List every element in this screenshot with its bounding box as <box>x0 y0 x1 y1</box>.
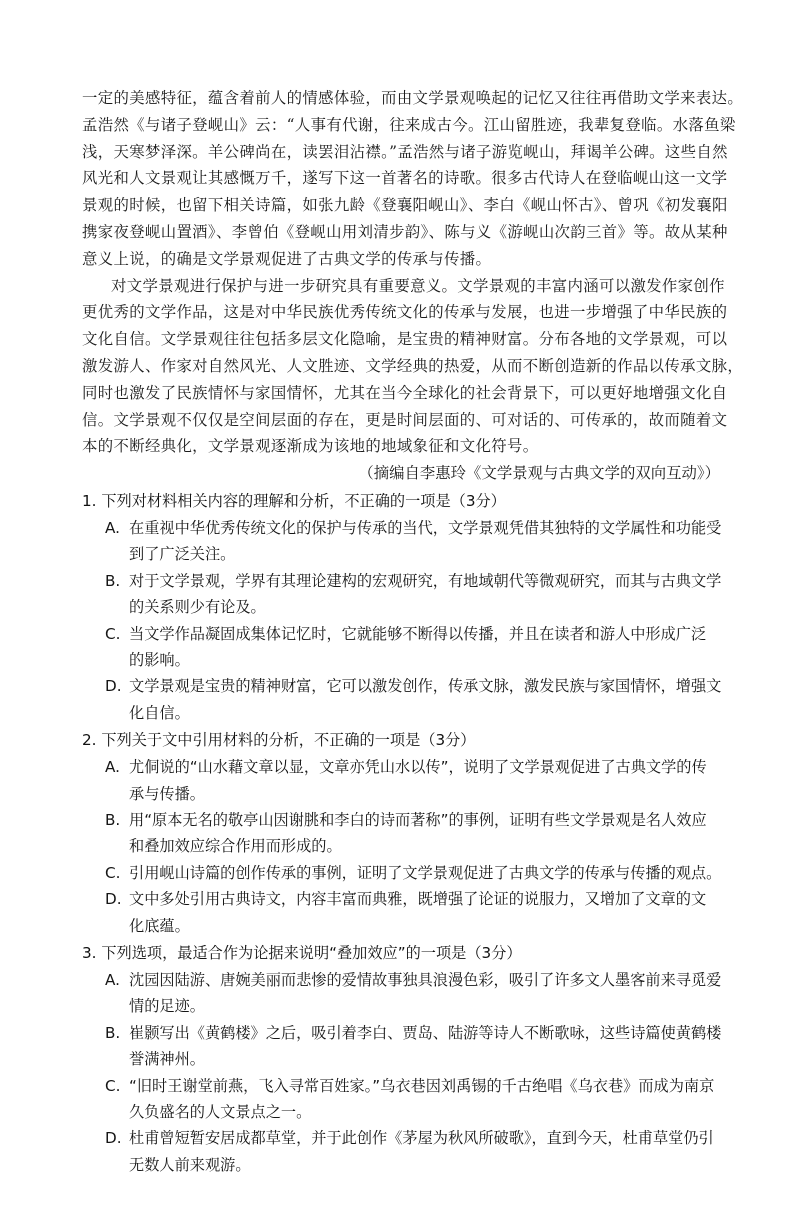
option-line: 在重视中华优秀传统文化的保护与传承的当代，文学景观凭借其独特的文学属性和功能受 <box>129 518 722 537</box>
option-a <box>82 754 724 807</box>
option-letter: C. <box>105 624 121 643</box>
option-line: 和叠加效应综合作用而形成的。 <box>129 837 342 856</box>
passage-line: 浅，天寒梦泽深。羊公碑尚在，读罢泪沾襟。”孟浩然与诸子游览岘山，拜谒羊公碑。这些自然 <box>82 142 728 161</box>
option-letter: D. <box>105 890 122 909</box>
option-c <box>82 860 724 886</box>
passage-line: 文化自信。文学景观往往包括多层文化隐喻，是宝贵的精神财富。分布各地的文学景观，可以 <box>82 330 728 349</box>
passage-line: 本的不断经典化，文学景观逐渐成为该地的地域象征和文化符号。 <box>82 437 539 456</box>
option-letter: B. <box>105 571 121 590</box>
option-line: 崔颢写出《黄鹤楼》之后，吸引着李白、贾岛、陆游等诗人不断歌咏，这些诗篇使黄鹤楼 <box>129 1023 722 1042</box>
question-stem: 3. 下列选项，最适合作为论据来说明“叠加效应”的一项是（3分） <box>82 944 522 963</box>
option-line: 引用岘山诗篇的创作传承的事例，证明了文学景观促进了古典文学的传承与传播的观点。 <box>129 863 722 882</box>
passage-paragraph-2 <box>82 273 744 461</box>
option-line: 沈园因陆游、唐婉美丽而悲惨的爱情故事独具浪漫色彩，吸引了许多文人墨客前来寻觅爱 <box>129 971 722 990</box>
option-b <box>82 1020 724 1073</box>
question-3 <box>82 940 724 1178</box>
option-b <box>82 807 724 860</box>
option-line: “旧时王谢堂前燕，飞入寻常百姓家。”乌衣巷因刘禹锡的千古绝唱《乌衣巷》而成为南京 <box>129 1076 715 1095</box>
option-letter: C. <box>105 863 121 882</box>
option-a <box>82 515 724 568</box>
option-d <box>82 886 724 939</box>
option-line: 文中多处引用古典诗文，内容丰富而典雅，既增强了论证的说服力，又增加了文章的文 <box>129 890 707 909</box>
option-line: 无数人前来观游。 <box>129 1155 251 1174</box>
option-line: 尤侗说的“山水藉文章以显，文章亦凭山水以传”，说明了文学景观促进了古典文学的传 <box>129 758 707 777</box>
passage-line: 激发游人、作家对自然风光、人文胜迹、文学经典的热爱，从而不断创造新的作品以传承文脉， <box>82 356 744 375</box>
option-d <box>82 1125 724 1178</box>
question-stem: 1. 下列对材料相关内容的理解和分析，不正确的一项是（3分） <box>82 491 506 510</box>
option-line: 化底蕴。 <box>129 916 190 935</box>
option-line: 久负盛名的人文景点之一。 <box>129 1103 312 1122</box>
passage-line: 同时也激发了民族情怀与家国情怀，尤其在当今全球化的社会背景下，可以更好地增强文化自 <box>82 383 728 402</box>
option-b <box>82 568 724 621</box>
option-line: 情的足迹。 <box>129 997 205 1016</box>
option-d <box>82 673 724 726</box>
option-line: 用“原本无名的敬亭山因谢朓和李白的诗而著称”的事例，证明有些文学景观是名人效应 <box>129 811 707 830</box>
option-line: 当文学作品凝固成集体记忆时，它就能够不断得以传播，并且在读者和游人中形成广泛 <box>129 624 707 643</box>
passage-line: 信。文学景观不仅仅是空间层面的存在，更是时间层面的、可对话的、可传承的，故而随着文 <box>82 410 728 429</box>
reading-passage <box>82 85 744 1179</box>
question-list <box>82 488 724 1178</box>
passage-line: 携家夜登岘山置酒》、李曾伯《登岘山用刘清步韵》、陈与义《游岘山次韵三首》等。故从某种 <box>82 222 728 241</box>
option-line: 的关系则少有论及。 <box>129 598 266 617</box>
passage-line: 一定的美感特征，蕴含着前人的情感体验，而由文学景观唤起的记忆又往往再借助文学来表达。 <box>82 89 744 107</box>
option-letter: A. <box>105 518 120 537</box>
passage-line: 景观的时候，也留下相关诗篇，如张九龄《登襄阳岘山》、李白《岘山怀古》、曾巩《初发襄阳 <box>82 196 728 215</box>
option-letter: B. <box>105 1023 121 1042</box>
option-line: 到了广泛关注。 <box>129 545 236 564</box>
option-a <box>82 967 724 1020</box>
passage-line: 意义上说，的确是文学景观促进了古典文学的传承与传播。 <box>82 249 492 268</box>
option-letter: A. <box>105 971 120 990</box>
option-letter: B. <box>105 811 121 830</box>
option-line: 誉满神州。 <box>129 1050 205 1069</box>
option-letter: C. <box>105 1076 121 1095</box>
option-line: 承与传播。 <box>129 784 205 803</box>
option-letter: D. <box>105 1129 122 1148</box>
option-line: 文学景观是宝贵的精神财富，它可以激发创作，传承文脉，激发民族与家国情怀，增强文 <box>129 677 722 696</box>
option-c <box>82 621 724 674</box>
question-2 <box>82 727 724 939</box>
question-stem: 2. 下列关于文中引用材料的分析，不正确的一项是（3分） <box>82 731 476 750</box>
question-1 <box>82 488 724 726</box>
passage-line: 对文学景观进行保护与进一步研究具有重要意义。文学景观的丰富内涵可以激发作家创作 <box>111 276 725 295</box>
option-c <box>82 1073 724 1126</box>
option-line: 对于文学景观，学界有其理论建构的宏观研究，有地域朝代等微观研究，而其与古典文学 <box>129 571 722 590</box>
passage-paragraph-1 <box>82 85 744 273</box>
option-line: 的影响。 <box>129 650 190 669</box>
passage-line: 孟浩然《与诸子登岘山》云：“人事有代谢，往来成古今。江山留胜迹，我辈复登临。水落鱼梁 <box>82 115 736 134</box>
passage-line: 风光和人文景观让其感慨万千，遂写下这一首著名的诗歌。很多古代诗人在登临岘山这一文学 <box>82 169 728 188</box>
passage-line: 更优秀的文学作品，这是对中华民族优秀传统文化的传承与发展，也进一步增强了中华民族的 <box>82 303 728 322</box>
passage-source: （摘编自李惠玲《文学景观与古典文学的双向互动》） <box>358 464 720 483</box>
option-line: 化自信。 <box>129 703 190 722</box>
option-letter: D. <box>105 677 122 696</box>
option-letter: A. <box>105 758 120 777</box>
option-line: 杜甫曾短暂安居成都草堂，并于此创作《茅屋为秋风所破歌》，直到今天，杜甫草堂仍引 <box>129 1129 714 1148</box>
